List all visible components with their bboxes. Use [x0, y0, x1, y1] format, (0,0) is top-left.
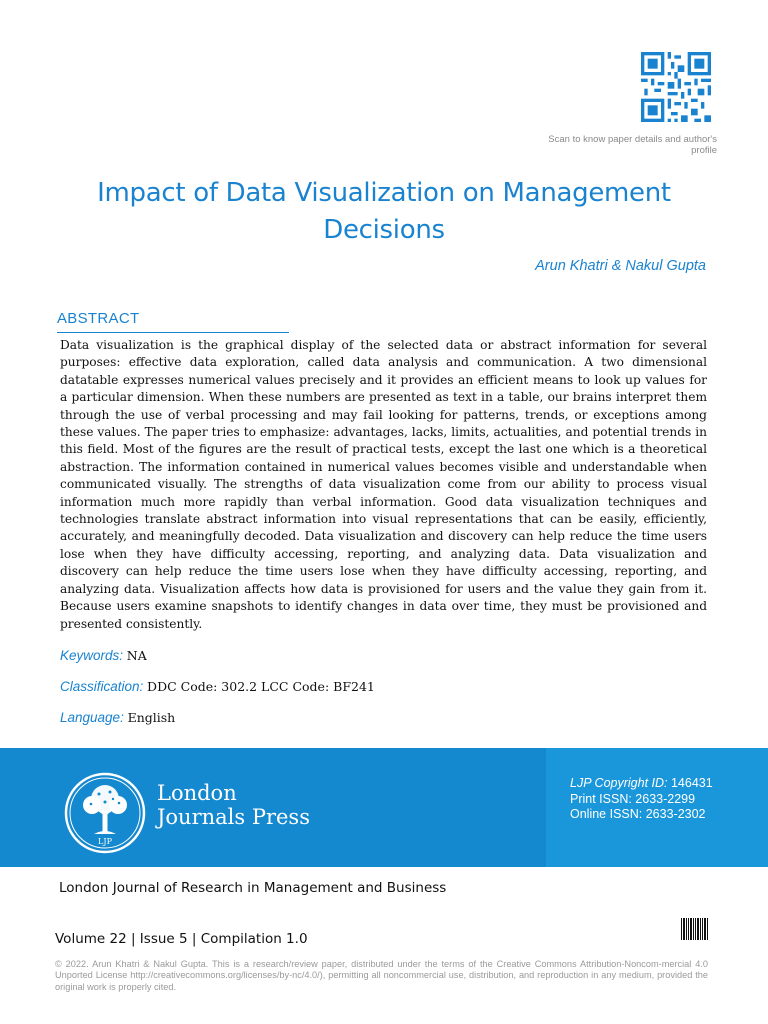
keywords-row: [60, 648, 147, 663]
classification-value: DDC Code: 302.2 LCC Code: BF241: [147, 679, 375, 694]
qr-caption: Scan to know paper details and author's profile: [548, 134, 717, 156]
license-text: © 2022. Arun Khatri & Nakul Gupta. This is a research/review paper, distributed under the terms of the Creative Commons Attribution-Noncom-mercial 4.0 Unported License http://creativecommons.org/licenses/by-nc/4.0/), permitting all noncommercial use, distribution, and reproduction in any medium, provided the original work is properly cited.: [55, 959, 708, 992]
logo-text: LJP: [98, 837, 112, 846]
publisher-ids: [570, 776, 713, 823]
abstract-divider: [57, 332, 289, 333]
barcode-icon: [681, 918, 709, 940]
copyright-id-label: LJP Copyright ID:: [570, 776, 668, 790]
copyright-id: [570, 776, 713, 792]
tree-logo-icon: [64, 772, 146, 854]
keywords-label: Keywords:: [60, 648, 124, 663]
paper-title: Impact of Data Visualization on Management Decisions: [97, 178, 671, 245]
qr-code-icon: [641, 52, 711, 122]
publisher-name-line1: London: [157, 781, 237, 805]
journal-name: London Journal of Research in Management and Business: [59, 880, 447, 896]
abstract-body: Data visualization is the graphical display of the selected data or abstract information for several purposes: effective data exploration, called data analysis and communication. A two dimensional datatable expresses numerical values precisely and it provides an efficient means to look up values for a particular dimension. When these numbers are presented as text in a table, our brains interpret them through the use of verbal processing and may fail looking for patterns, trends, or exceptions among these values. The paper tries to emphasize: advantages, lacks, limits, actualities, and potential trends in this field. Most of the figures are the result of practical tests, except the last one which is a theoretical abstraction. The information contained in numerical values becomes visible and understandable when communicated visually. The strengths of data visualization come from our ability to process visual information much more rapidly than verbal information. Good data visualization techniques and technologies translate abstract information into visual representations that can be easily, efficiently, accurately, and meaningfully decoded. Data visualization and discovery can help reduce the time users lose when they have difficulty accessing, reporting, and analyzing data. Data visualization and discovery can help reduce the time users lose when they have difficulty accessing, reporting, and analyzing data. Visualization affects how data is provisioned for users and the value they gain from it. Because users examine snapshots to identify changes in data over time, they must be provisioned and presented consistently.: [60, 338, 707, 631]
language-value: English: [127, 710, 176, 725]
abstract-heading: ABSTRACT: [57, 310, 140, 327]
publisher-name-line2: Journals Press: [157, 805, 310, 829]
language-row: [60, 710, 175, 725]
paper-authors: Arun Khatri & Nakul Gupta: [535, 258, 706, 274]
online-issn: Online ISSN: 2633-2302: [570, 807, 706, 821]
copyright-id-value: 146431: [670, 776, 713, 790]
print-issn: Print ISSN: 2633-2299: [570, 791, 696, 806]
classification-label: Classification:: [60, 679, 144, 694]
keywords-value: NA: [126, 648, 147, 663]
classification-row: [60, 679, 375, 694]
volume-info: Volume 22 | Issue 5 | Compilation 1.0: [55, 931, 308, 947]
language-label: Language:: [60, 710, 124, 725]
publisher-name: [157, 781, 310, 829]
